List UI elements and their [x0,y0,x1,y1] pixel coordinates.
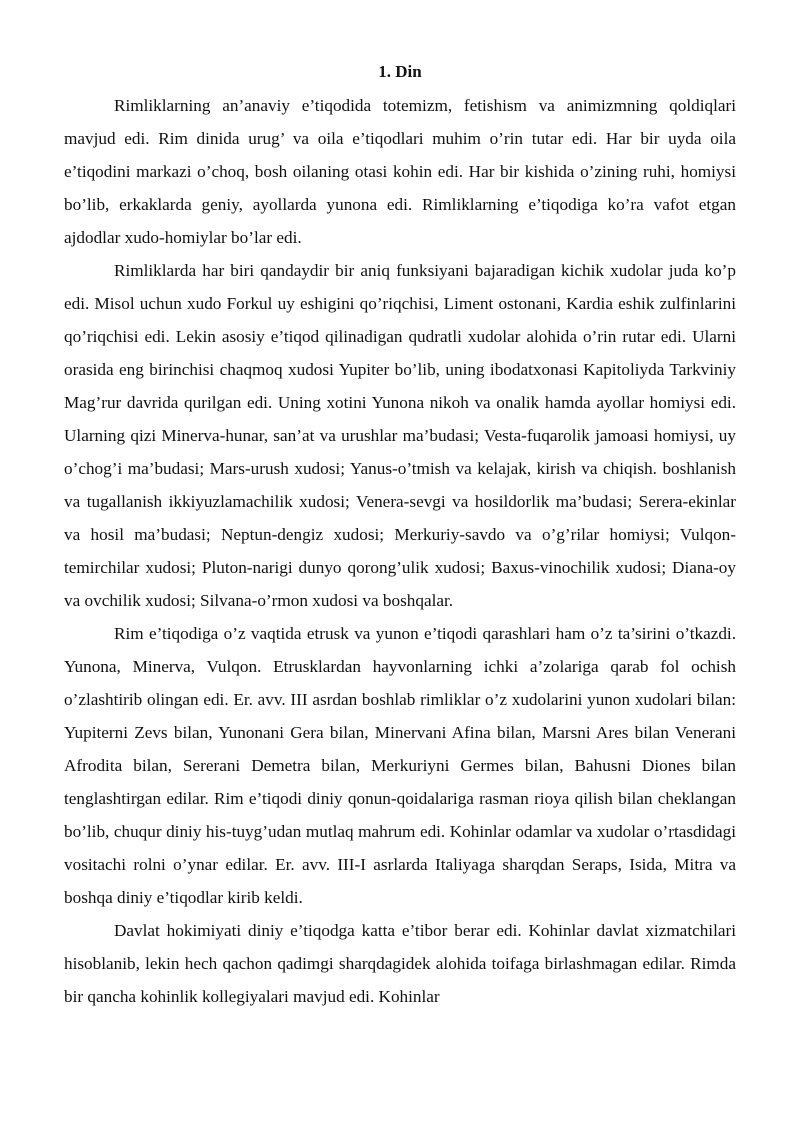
paragraph-2: Rimliklarda har biri qandaydir bir aniq funksiyani bajaradigan kichik xudolar juda ko’p edi. Misol uchun xudo Forkul uy eshigini qo’riqchisi, Liment ostonani, Kardia eshik zulfinlarini qo’riqchisi edi. Lekin asosiy e’tiqod qilinadigan qudratli xudolar alohida o’rin rutar edi. Ularni orasida eng birinchisi chaqmoq xudosi Yupiter bo’lib, uning ibodatxonasi Kapitoliyda Tarkviniy Mag’rur davrida qurilgan edi. Uning xotini Yunona nikoh va onalik hamda ayollar homiysi edi. Ularning qizi Minerva-hunar, san’at va urushlar ma’budasi; Vesta-fuqarolik jamoasi homiysi, uy o’chog’i ma’budasi; Mars-urush xudosi; Yanus-o’tmish va kelajak, kirish va chiqish. boshlanish va tugallanish ikkiyuzlamachilik xudosi; Venera-sevgi va hosildorlik ma’budasi; Serera-ekinlar va hosil ma’budasi; Neptun-dengiz xudosi; Merkuriy-savdo va o’g’rilar homiysi; Vulqon-temirchilar xudosi; Pluton-narigi dunyo qorong’ulik xudosi; Baxus-vinochilik xudosi; Diana-oy va ovchilik xudosi; Silvana-o’rmon xudosi va boshqalar. [64,261,736,610]
paragraph-3: Rim e’tiqodiga o’z vaqtida etrusk va yunon e’tiqodi qarashlari ham o’z ta’sirini o’tkazdi. Yunona, Minerva, Vulqon. Etrusklardan hayvonlarning ichki a’zolariga qarab fol ochish o’zlashtirib olingan edi. Er. avv. III asrdan boshlab rimliklar o’z xudolarini yunon xudolari bilan: Yupiterni Zevs bilan, Yunonani Gera bilan, Minervani Afina bilan, Marsni Ares bilan Venerani Afrodita bilan, Sererani Demetra bilan, Merkuriyni Germes bilan, Bahusni Diones bilan tenglashtirgan edilar. Rim e’tiqodi diniy qonun-qoidalariga rasman rioya qilish bilan cheklangan bo’lib, chuqur diniy his-tuyg’udan mutlaq mahrum edi. Kohinlar odamlar va xudolar o’rtasdidagi vositachi rolni o’ynar edilar. Er. avv. III-I asrlarda Italiyaga sharqdan Seraps, Isida, Mitra va boshqa diniy e’tiqodlar kirib keldi. [64,624,736,907]
paragraph-4: Davlat hokimiyati diniy e’tiqodga katta e’tibor berar edi. Kohinlar davlat xizmatchilari hisoblanib, lekin hech qachon qadimgi sharqdagidek alohida toifaga birlashmagan edilar. Rimda bir qancha kohinlik kollegiyalari mavjud edi. Kohinlar [64,921,736,1006]
section-heading: 1. Din [378,62,422,81]
paragraph-1: Rimliklarning an’anaviy e’tiqodida totemizm, fetishism va animizmning qoldiqlari mavjud edi. Rim dinida urug’ va oila e’tiqodlari muhim o’rin tutar edi. Har bir uyda oila e’tiqodini markazi o’choq, bosh oilaning otasi kohin edi. Har bir kishida o’zining ruhi, homiysi bo’lib, erkaklarda geniy, ayollarda yunona edi. Rimliklarning e’tiqodiga ko’ra vafot etgan ajdodlar xudo-homiylar bo’lar edi. [64,96,736,247]
